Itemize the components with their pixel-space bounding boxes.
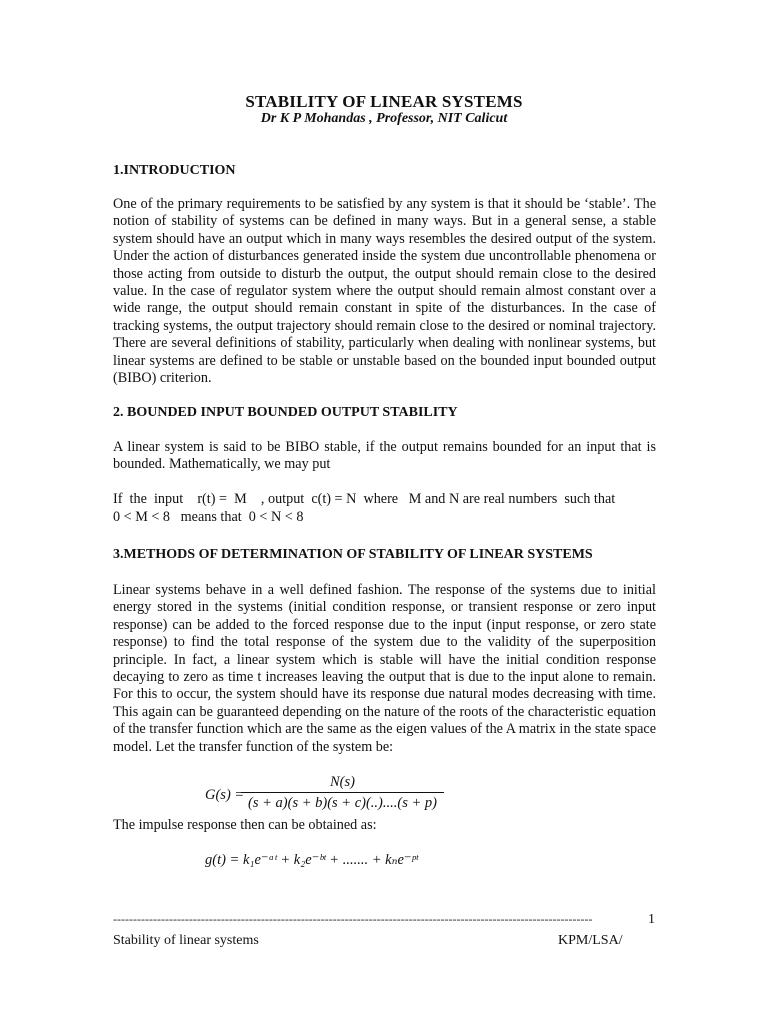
transfer-function-fraction (241, 774, 444, 812)
bibo-paragraph: A linear system is said to be BIBO stable, if the output remains bounded for an input that is bounded. Mathematically, we may put (113, 439, 656, 473)
fraction-bar (241, 792, 444, 793)
methods-paragraph: Linear systems behave in a well defined fashion. The response of the systems due to initial energy stored in the systems (initial condition response, or transient response or zero input response) can be added to the forced response due to the input (input response, or zero state response) to find the total response of the system due to the validity of the superposition principle. In fact, a linear system which is stable will have the initial condition response decaying to zero as time t increases leaving the output that is due to the input alone to remain. For this to occur, the system should have its response due natural modes decreasing with time. This again can be guaranteed depending on the nature of the roots of the characteristic equation of the transfer function which are the same as the eigen values of the A matrix in the state space model. Let the transfer function of the system be: (113, 582, 656, 755)
impulse-response-text: The impulse response then can be obtained as: (113, 817, 377, 833)
section-heading-methods: 3.METHODS OF DETERMINATION OF STABILITY OF LINEAR SYSTEMS (113, 547, 593, 562)
page-number: 1 (648, 912, 655, 927)
transfer-function-denominator: (s + a)(s + b)(s + c)(..)....(s + p) (248, 795, 437, 811)
impulse-response-equation: g(t) = k₁e⁻ᵃᵗ + k₂e⁻ᵇᵗ + ....... + kₙe⁻ᵖᵗ (205, 852, 419, 868)
transfer-function-numerator: N(s) (330, 774, 355, 790)
section-heading-introduction: 1.INTRODUCTION (113, 163, 236, 178)
footer-reference: KPM/LSA/ (558, 933, 623, 948)
transfer-function-lhs: G(s) = (205, 787, 245, 803)
document-title: STABILITY OF LINEAR SYSTEMS (245, 92, 523, 111)
bibo-condition-line-1: If the input r(t) = M , output c(t) = N where M and N are real numbers such that (113, 491, 616, 507)
footer-rule: ------------------------------------------------------------------------------------------------------------------------ (113, 912, 593, 926)
document-author: Dr K P Mohandas , Professor, NIT Calicut (260, 111, 508, 126)
introduction-paragraph: One of the primary requirements to be satisfied by any system is that it should be ‘stable’. The notion of stability of systems can be defined in many ways. But in a general sense, a stable system should have an output which in many ways resembles the desired output of the system. Under the action of disturbances generated inside the system due uncontrollable phenomena or those acting from outside to disturb the output, the output should remain close to the desired value. In the case of regulator system where the output should remain almost constant over a wide range, the output should remain constant in spite of the disturbances. In the case of tracking systems, the output trajectory should remain close to the desired or nominal trajectory. There are several definitions of stability, particularly when dealing with nonlinear systems, but linear systems are defined to be stable or unstable based on the bounded input bounded output (BIBO) criterion. (113, 196, 656, 387)
section-heading-bibo: 2. BOUNDED INPUT BOUNDED OUTPUT STABILITY (113, 405, 458, 420)
footer-document-title: Stability of linear systems (113, 933, 259, 948)
bibo-condition-line-2: 0 < M < 8 means that 0 < N < 8 (113, 509, 304, 525)
